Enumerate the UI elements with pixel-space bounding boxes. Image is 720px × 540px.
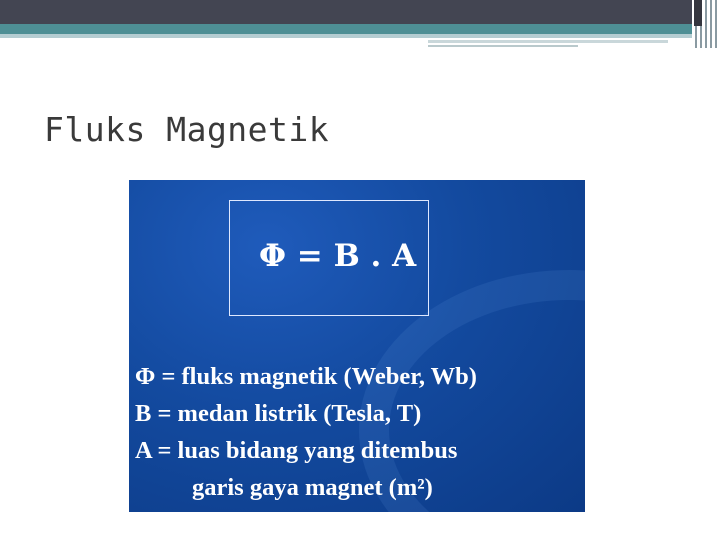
top-decor-line bbox=[428, 40, 668, 43]
corner-dark-block bbox=[694, 0, 702, 26]
definition-area-continued: garis gaya magnet (m²) bbox=[192, 474, 433, 501]
definition-area: A = luas bidang yang ditembus bbox=[135, 437, 458, 464]
top-decor-line-short bbox=[428, 45, 578, 47]
top-decor-bar bbox=[0, 0, 700, 24]
formula-image bbox=[129, 180, 585, 512]
definition-flux: Φ = fluks magnetik (Weber, Wb) bbox=[135, 363, 477, 390]
slide-title: Fluks Magnetik bbox=[44, 110, 330, 149]
definition-list bbox=[135, 358, 477, 506]
top-accent-bar bbox=[0, 24, 700, 34]
top-light-bar bbox=[0, 34, 700, 38]
definition-field: B = medan listrik (Tesla, T) bbox=[135, 400, 422, 427]
formula-text: Φ = B . A bbox=[259, 238, 417, 274]
